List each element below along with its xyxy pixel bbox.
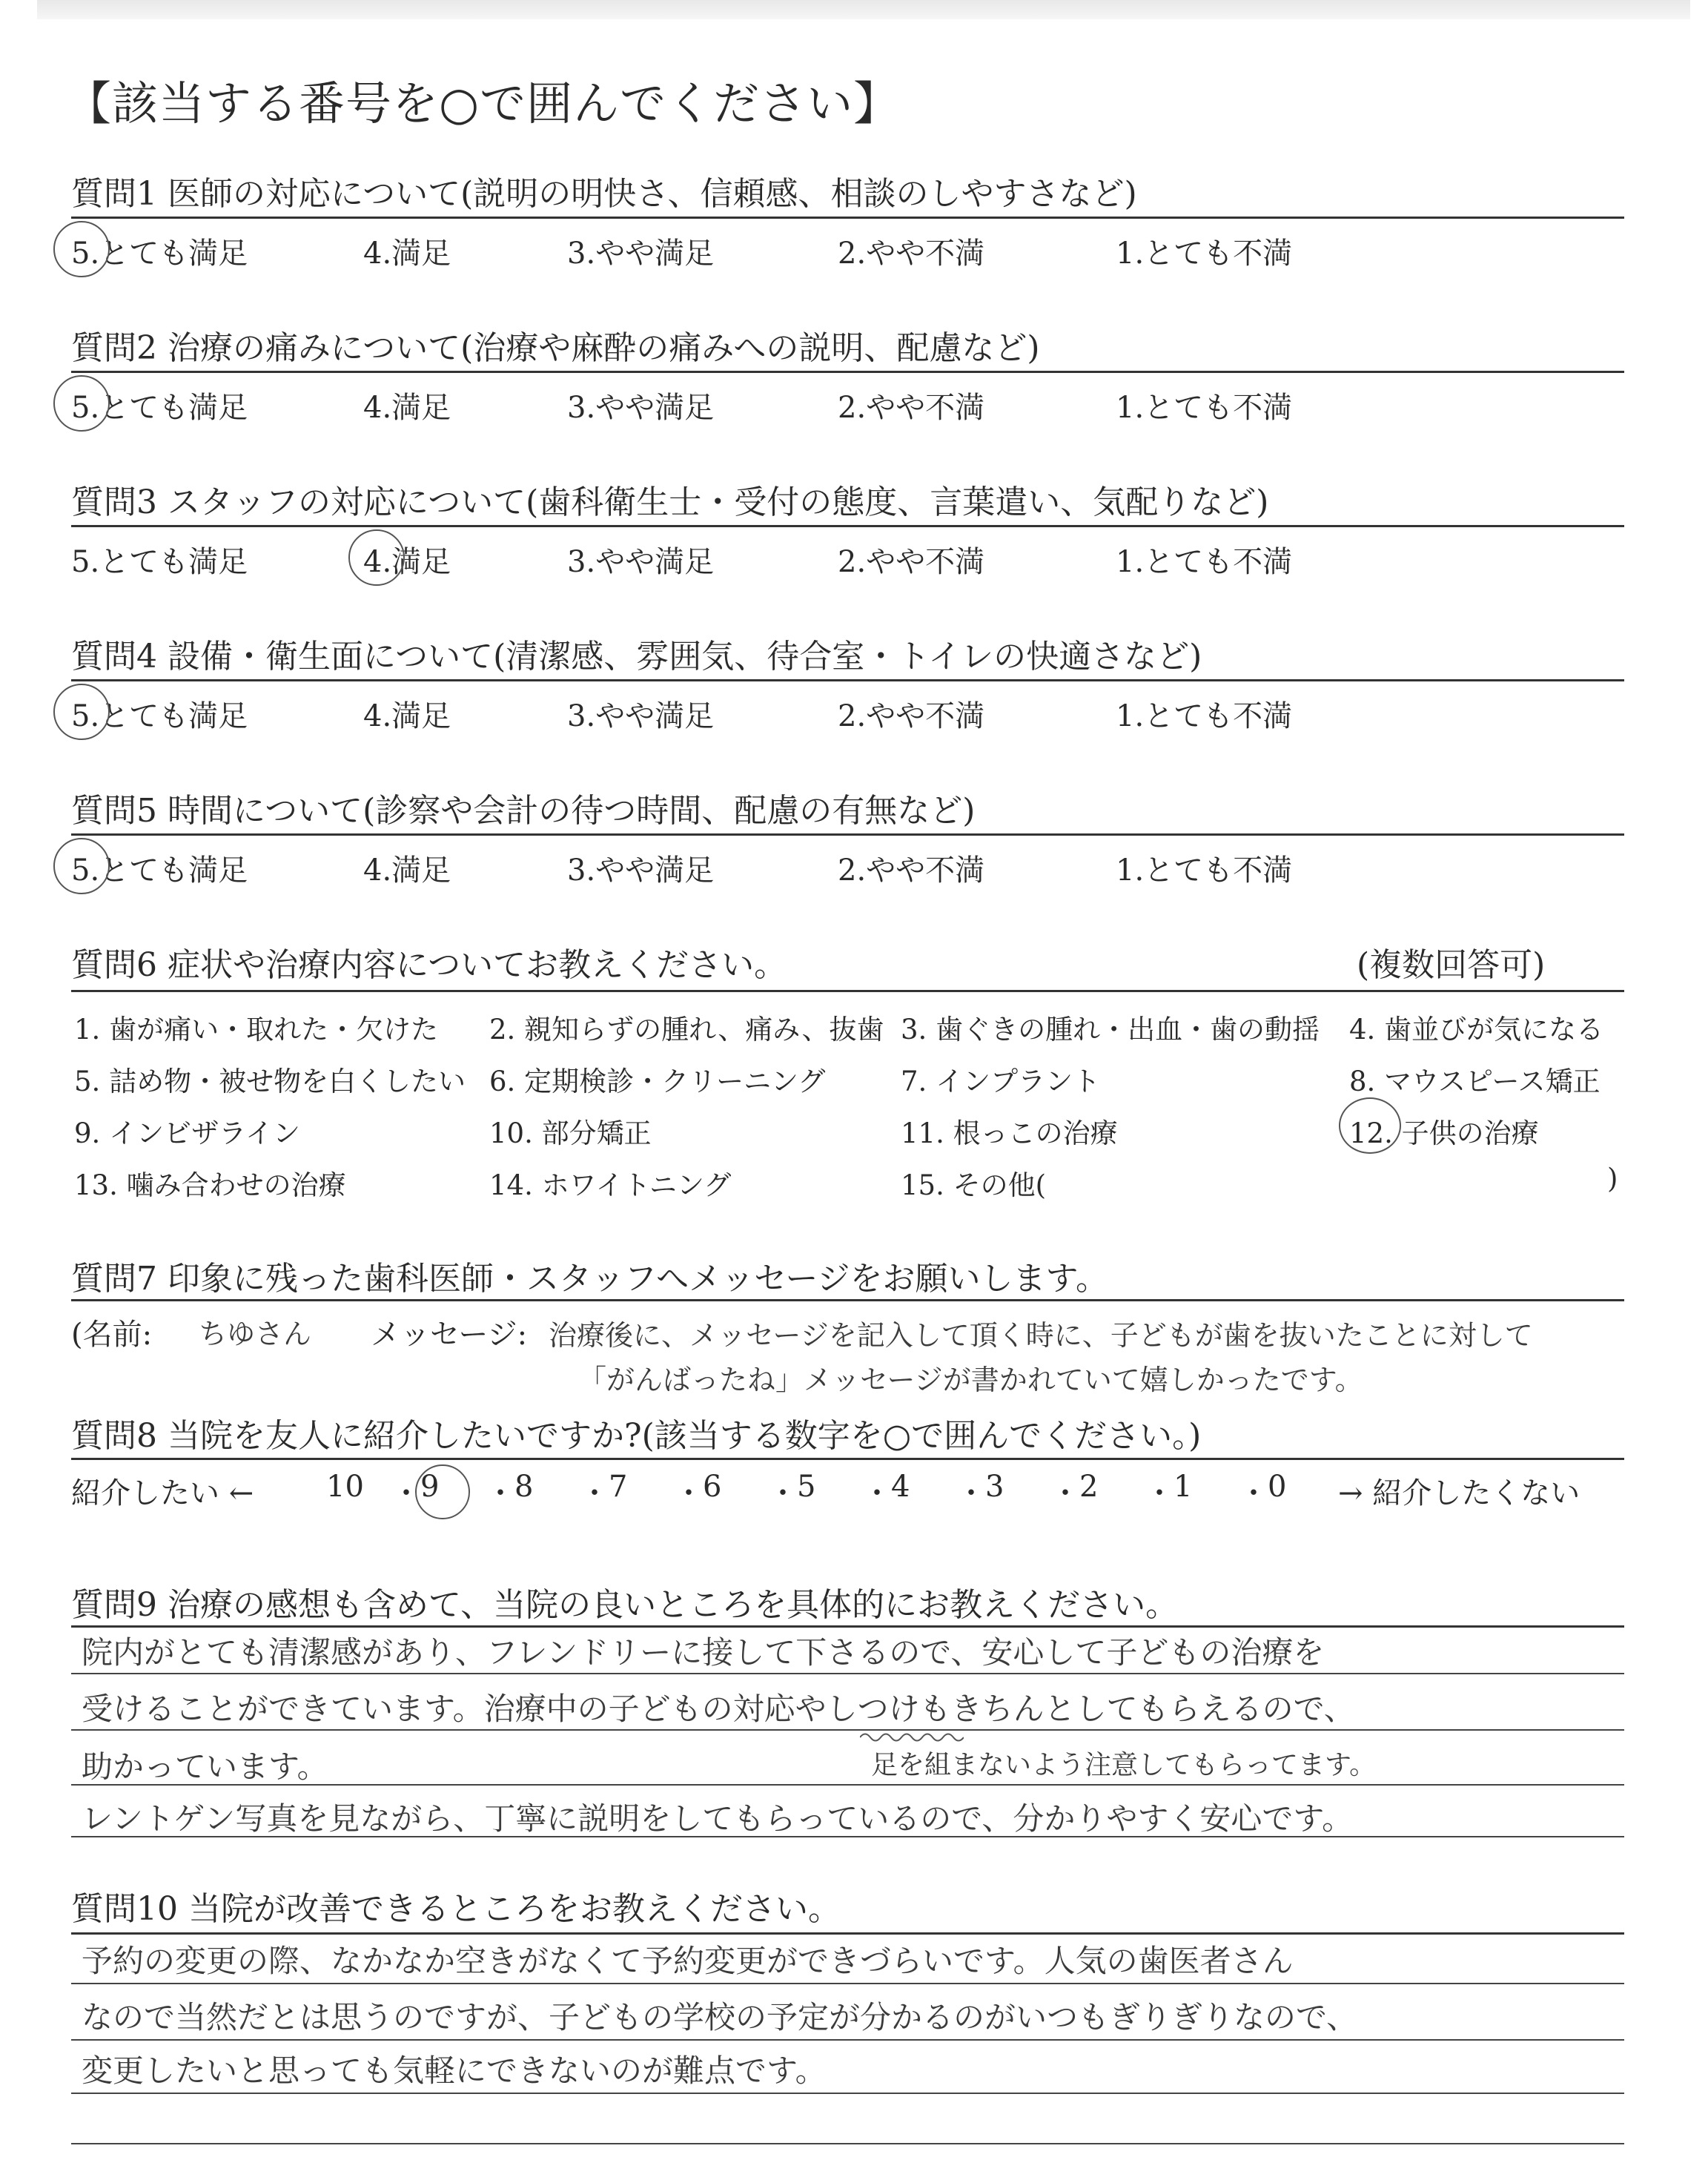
- q2-option-2[interactable]: 2.やや不満: [838, 391, 985, 425]
- q7-name-label: (名前:: [71, 1318, 153, 1352]
- q6-item-4[interactable]: 4. 歯並びが気になる: [1349, 1014, 1604, 1046]
- q4-selection-circle: [53, 684, 110, 740]
- q7-rule: [71, 1299, 1624, 1301]
- q10-writing-line-2: [71, 2039, 1624, 2041]
- q10-line-3[interactable]: 変更したいと思っても気軽にできないのが難点です。: [82, 2052, 827, 2089]
- q5-option-5[interactable]: 5.とても満足: [71, 853, 248, 888]
- q6-item-13[interactable]: 13. 噛み合わせの治療: [74, 1169, 346, 1201]
- q3-rule: [71, 525, 1624, 527]
- q8-scale-1[interactable]: 1: [1174, 1470, 1193, 1504]
- q8-scale-3[interactable]: 3: [985, 1470, 1004, 1504]
- q1-option-2[interactable]: 2.やや不満: [838, 237, 985, 271]
- q3-title: 質問3 スタッフの対応について(歯科衛生士・受付の態度、言葉遣い、気配りなど): [71, 483, 1269, 521]
- q8-scale-separator: ・: [391, 1476, 421, 1510]
- q9-writing-line-1: [71, 1673, 1624, 1674]
- scan-top-edge: [37, 0, 1690, 19]
- q6-title: 質問6 症状や治療内容についてお教えください。: [71, 946, 787, 984]
- q8-title: 質問8 当院を友人に紹介したいですか?(該当する数字を○で囲んでください。): [71, 1417, 1202, 1455]
- q6-item-15[interactable]: 15. その他(: [901, 1169, 1047, 1201]
- q8-scale-separator: ・: [674, 1476, 704, 1510]
- q6-item-1[interactable]: 1. 歯が痛い・取れた・欠けた: [74, 1014, 439, 1046]
- q4-option-5[interactable]: 5.とても満足: [71, 699, 248, 733]
- q8-scale-8[interactable]: 8: [514, 1470, 534, 1504]
- q8-rule: [71, 1458, 1624, 1460]
- q2-selection-circle: [53, 375, 110, 432]
- q8-scale-9[interactable]: 9: [420, 1470, 440, 1504]
- q9-insert-note[interactable]: 足を組まないよう注意してもらってます。: [871, 1750, 1377, 1780]
- q8-scale-separator: ・: [580, 1476, 609, 1510]
- q5-option-1[interactable]: 1.とても不満: [1116, 853, 1293, 888]
- q4-title: 質問4 設備・衛生面について(清潔感、雰囲気、待合室・トイレの快適さなど): [71, 638, 1202, 676]
- q2-rule: [71, 371, 1624, 373]
- q3-selection-circle: [348, 529, 405, 586]
- q8-scale-2[interactable]: 2: [1079, 1470, 1099, 1504]
- q8-scale-7[interactable]: 7: [609, 1470, 628, 1504]
- q6-item-15-close: ): [1607, 1163, 1618, 1195]
- q1-option-4[interactable]: 4.満足: [363, 237, 451, 271]
- q10-writing-line-4: [71, 2143, 1624, 2144]
- q5-selection-circle: [53, 838, 110, 894]
- q1-selection-circle: [53, 221, 110, 277]
- q8-scale-separator: ・: [862, 1476, 892, 1510]
- q3-option-1[interactable]: 1.とても不満: [1116, 545, 1293, 579]
- q7-message-label: メッセージ:: [371, 1318, 528, 1352]
- q10-writing-line-1: [71, 1983, 1624, 1984]
- q2-option-4[interactable]: 4.満足: [363, 391, 451, 425]
- q2-option-1[interactable]: 1.とても不満: [1116, 391, 1293, 425]
- q6-item-14[interactable]: 14. ホワイトニング: [489, 1169, 732, 1201]
- q9-rule: [71, 1625, 1624, 1628]
- q3-option-2[interactable]: 2.やや不満: [838, 545, 985, 579]
- q9-insert-caret: [860, 1731, 964, 1744]
- q8-left-label: 紹介したい ←: [71, 1476, 254, 1510]
- q3-option-5[interactable]: 5.とても満足: [71, 545, 248, 579]
- q5-rule: [71, 833, 1624, 836]
- q1-option-3[interactable]: 3.やや満足: [567, 237, 715, 271]
- q7-message-line-1[interactable]: 治療後に、メッセージを記入して頂く時に、子どもが歯を抜いたことに対して: [549, 1319, 1533, 1352]
- q8-scale-6[interactable]: 6: [703, 1470, 722, 1504]
- q6-item-5[interactable]: 5. 詰め物・被せ物を白くしたい: [74, 1066, 466, 1097]
- q6-item-7[interactable]: 7. インプラント: [901, 1066, 1101, 1097]
- q9-writing-line-3: [71, 1784, 1624, 1786]
- q6-note: (複数回答可): [1357, 946, 1546, 984]
- q6-item-10[interactable]: 10. 部分矯正: [489, 1117, 652, 1149]
- q10-title: 質問10 当院が改善できるところをお教えください。: [71, 1890, 841, 1928]
- q10-line-2[interactable]: なので当然だとは思うのですが、子どもの学校の予定が分かるのがいつもぎりぎりなので、: [82, 1999, 1358, 2035]
- q6-rule: [71, 990, 1624, 992]
- q9-writing-line-4: [71, 1836, 1624, 1837]
- q3-option-4[interactable]: 4.満足: [363, 545, 451, 579]
- q5-option-3[interactable]: 3.やや満足: [567, 853, 715, 888]
- q5-option-2[interactable]: 2.やや不満: [838, 853, 985, 888]
- q8-scale-4[interactable]: 4: [891, 1470, 910, 1504]
- q6-item-2[interactable]: 2. 親知らずの腫れ、痛み、抜歯: [489, 1014, 884, 1046]
- q8-scale-separator: ・: [1145, 1476, 1174, 1510]
- q10-rule: [71, 1932, 1624, 1935]
- q9-line-4[interactable]: レントゲン写真を見ながら、丁寧に説明をしてもらっているので、分かりやすく安心です。: [82, 1800, 1354, 1837]
- q6-item-6[interactable]: 6. 定期検診・クリーニング: [489, 1066, 826, 1097]
- q1-rule: [71, 217, 1624, 219]
- q6-item-8[interactable]: 8. マウスピース矯正: [1349, 1066, 1601, 1097]
- q8-scale-10[interactable]: 10: [326, 1470, 364, 1504]
- q8-scale-separator: ・: [1050, 1476, 1080, 1510]
- q10-writing-line-3: [71, 2093, 1624, 2094]
- q9-line-1[interactable]: 院内がとても清潔感があり、フレンドリーに接して下さるので、安心して子どもの治療を: [82, 1634, 1325, 1671]
- q4-option-3[interactable]: 3.やや満足: [567, 699, 715, 733]
- q7-name-value[interactable]: ちゆさん: [199, 1318, 312, 1350]
- q6-item-3[interactable]: 3. 歯ぐきの腫れ・出血・歯の動揺: [901, 1014, 1320, 1046]
- q8-scale-separator: ・: [486, 1476, 515, 1510]
- q5-title: 質問5 時間について(診察や会計の待つ時間、配慮の有無など): [71, 792, 976, 830]
- q9-writing-line-2: [71, 1729, 1624, 1731]
- q8-right-label: → 紹介したくない: [1338, 1476, 1580, 1510]
- q3-option-3[interactable]: 3.やや満足: [567, 545, 715, 579]
- q4-option-2[interactable]: 2.やや不満: [838, 699, 985, 733]
- q6-selection-circle: [1339, 1097, 1401, 1154]
- q1-option-5[interactable]: 5.とても満足: [71, 237, 248, 271]
- q7-message-line-2[interactable]: 「がんばったね」メッセージが書かれていて嬉しかったです。: [578, 1364, 1363, 1396]
- q10-line-1[interactable]: 予約の変更の際、なかなか空きがなくて予約変更ができづらいです。人気の歯医者さん: [82, 1943, 1294, 1979]
- q9-line-3[interactable]: 助かっています。: [82, 1748, 328, 1785]
- q1-option-1[interactable]: 1.とても不満: [1116, 237, 1293, 271]
- q9-line-2[interactable]: 受けることができています。治療中の子どもの対応やしつけもきちんとしてもらえるので、: [82, 1691, 1355, 1727]
- q4-option-4[interactable]: 4.満足: [363, 699, 451, 733]
- q8-scale-separator: ・: [956, 1476, 986, 1510]
- q4-option-1[interactable]: 1.とても不満: [1116, 699, 1293, 733]
- q8-scale-0[interactable]: 0: [1268, 1470, 1287, 1504]
- q8-scale-5[interactable]: 5: [797, 1470, 816, 1504]
- q6-item-9[interactable]: 9. インビザライン: [74, 1117, 300, 1149]
- q4-rule: [71, 679, 1624, 681]
- q5-option-4[interactable]: 4.満足: [363, 853, 451, 888]
- q6-item-12[interactable]: 12. 子供の治療: [1349, 1117, 1539, 1149]
- q1-title: 質問1 医師の対応について(説明の明快さ、信頼感、相談のしやすさなど): [71, 175, 1137, 213]
- q8-scale-separator: ・: [768, 1476, 798, 1510]
- q8-scale-separator: ・: [1239, 1476, 1268, 1510]
- q6-item-11[interactable]: 11. 根っこの治療: [901, 1117, 1118, 1149]
- page-heading: 【該当する番号を○で囲んでください】: [65, 76, 901, 131]
- q2-option-5[interactable]: 5.とても満足: [71, 391, 248, 425]
- q2-title: 質問2 治療の痛みについて(治療や麻酔の痛みへの説明、配慮など): [71, 329, 1040, 367]
- q8-selection-circle: [415, 1464, 470, 1519]
- q9-title: 質問9 治療の感想も含めて、当院の良いところを具体的にお教えください。: [71, 1586, 1179, 1624]
- q7-title: 質問7 印象に残った歯科医師・スタッフへメッセージをお願いします。: [71, 1260, 1108, 1298]
- q2-option-3[interactable]: 3.やや満足: [567, 391, 715, 425]
